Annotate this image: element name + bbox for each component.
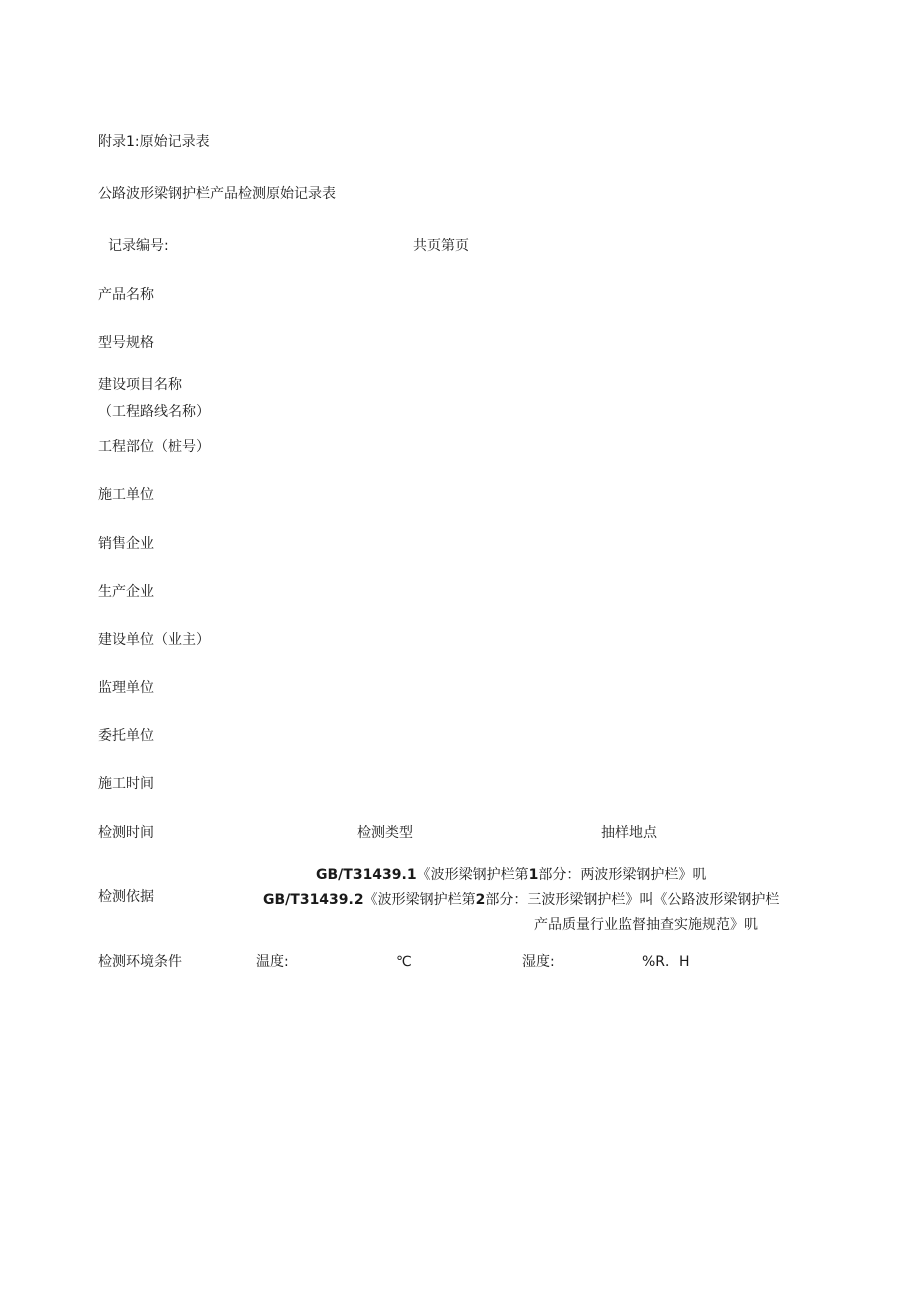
- field-project-name-sub: （工程路线名称）: [98, 404, 210, 420]
- field-product-name: 产品名称: [98, 287, 154, 303]
- standard-title-tail-2: 部分：三波形梁钢护栏》叫《公路波形梁钢护栏: [485, 892, 780, 908]
- field-supervision-unit: 监理单位: [98, 680, 154, 696]
- standard-code-1: GB/T31439.1: [316, 867, 417, 883]
- field-project-location: 工程部位（桩号）: [98, 439, 210, 455]
- temperature-label: 温度:: [256, 954, 289, 970]
- test-time-label: 检测时间: [98, 825, 154, 841]
- standard-title-tail-1: 部分：两波形梁钢护栏》叽: [538, 867, 707, 883]
- standard-title-1: 《波形梁钢护栏第: [416, 867, 529, 883]
- test-basis-line-1: [316, 866, 706, 884]
- field-owner-unit: 建设单位（业主）: [98, 632, 210, 648]
- test-basis-label: 检测依据: [98, 889, 154, 905]
- humidity-unit: %R．H: [642, 954, 690, 970]
- humidity-label: 湿度:: [522, 954, 555, 970]
- field-sales-company: 销售企业: [98, 536, 154, 552]
- test-basis-line-2: [263, 891, 779, 909]
- field-project-name: 建设项目名称: [98, 377, 182, 393]
- temperature-unit: ℃: [396, 954, 412, 970]
- form-title: 公路波形梁钢护栏产品检测原始记录表: [98, 186, 336, 202]
- field-construction-time: 施工时间: [98, 776, 154, 792]
- standard-part-number-2: 2: [475, 892, 486, 908]
- appendix-heading: 附录1:原始记录表: [98, 134, 210, 150]
- field-model-spec: 型号规格: [98, 335, 154, 351]
- record-number-label: 记录编号:: [108, 238, 169, 254]
- test-type-label: 检测类型: [357, 825, 413, 841]
- page-count-label: 共页第页: [413, 238, 469, 254]
- standard-part-number-1: 1: [528, 867, 539, 883]
- sampling-location-label: 抽样地点: [601, 825, 657, 841]
- standard-title-2: 《波形梁钢护栏第: [363, 892, 476, 908]
- environment-label: 检测环境条件: [98, 954, 182, 970]
- field-client-unit: 委托单位: [98, 728, 154, 744]
- field-construction-unit: 施工单位: [98, 487, 154, 503]
- field-manufacturer: 生产企业: [98, 584, 154, 600]
- standard-code-2: GB/T31439.2: [263, 892, 364, 908]
- test-basis-line-3: 产品质量行业监督抽查实施规范》叽: [534, 917, 758, 933]
